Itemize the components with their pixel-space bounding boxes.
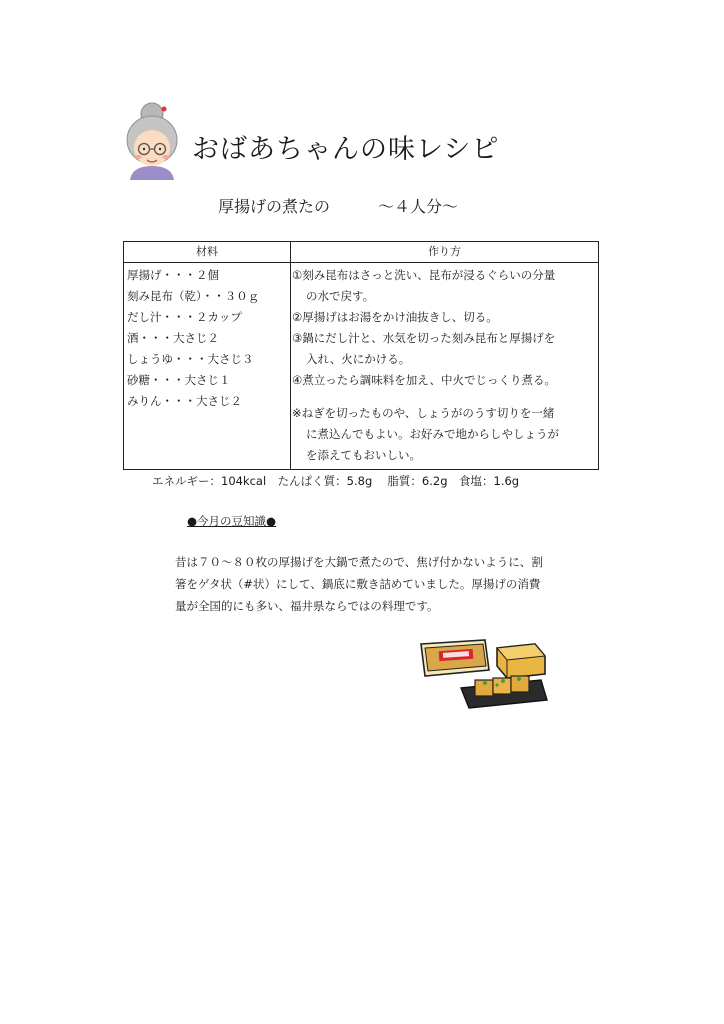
note-line: に煮込んでもよい。お好みで地からしやしょうが — [306, 427, 559, 441]
recipe-note — [292, 403, 559, 466]
dish-name: 厚揚げの煮たの — [218, 197, 331, 216]
column-divider — [290, 242, 291, 469]
ingredient-item: 酒・・・大さじ２ — [127, 331, 219, 345]
direction-step: ③鍋にだし汁と、水気を切った刻み昆布と厚揚げを — [292, 331, 556, 345]
trivia-title: ●今月の豆知識● — [187, 514, 277, 528]
ingredient-item: 厚揚げ・・・２個 — [127, 268, 219, 282]
direction-step: 入れ、火にかける。 — [306, 352, 411, 366]
ingredient-item: 刻み昆布（乾）・・３０ｇ — [127, 289, 260, 303]
ingredients-header: 材料 — [196, 245, 218, 258]
grandma-icon — [118, 100, 190, 180]
direction-step: ④煮立ったら調味料を加え、中火でじっくり煮る。 — [292, 373, 556, 387]
note-line: ※ねぎを切ったものや、しょうがのうす切りを一緒 — [292, 406, 555, 420]
directions-header: 作り方 — [428, 245, 461, 258]
trivia-line: 量が全国的にも多い、福井県ならではの料理です。 — [175, 599, 439, 613]
direction-step: の水で戻す。 — [306, 289, 375, 303]
servings: ～４人分～ — [378, 197, 459, 216]
note-line: を添えてもおいしい。 — [306, 448, 421, 462]
page-title: おばあちゃんの味レシピ — [192, 134, 500, 165]
ingredient-item: 砂糖・・・大さじ１ — [127, 373, 231, 387]
ingredients-list — [127, 265, 259, 412]
trivia-body — [175, 551, 543, 617]
recipe-table — [123, 241, 599, 470]
ingredient-item: だし汁・・・２カップ — [127, 310, 242, 324]
nutrition-info: エネルギー：104kcal たんぱく質：5.8g 脂質：6.2g 食塩：1.6g — [152, 474, 520, 488]
header-divider — [124, 262, 598, 263]
ingredient-item: みりん・・・大さじ２ — [127, 394, 242, 408]
fried-tofu-illustration — [413, 630, 563, 710]
trivia-line: 箸をゲタ状（#状）にして、鍋底に敷き詰めていました。厚揚げの消費 — [175, 577, 541, 591]
directions-list — [292, 265, 559, 466]
trivia-line: 昔は７０～８０枚の厚揚げを大鍋で煮たので、焦げ付かないように、割 — [175, 555, 543, 569]
direction-step: ②厚揚げはお湯をかけ油抜きし、切る。 — [292, 310, 498, 324]
ingredient-item: しょうゆ・・・大さじ３ — [127, 352, 254, 366]
direction-step: ①刻み昆布はさっと洗い、昆布が浸るぐらいの分量 — [292, 268, 556, 282]
